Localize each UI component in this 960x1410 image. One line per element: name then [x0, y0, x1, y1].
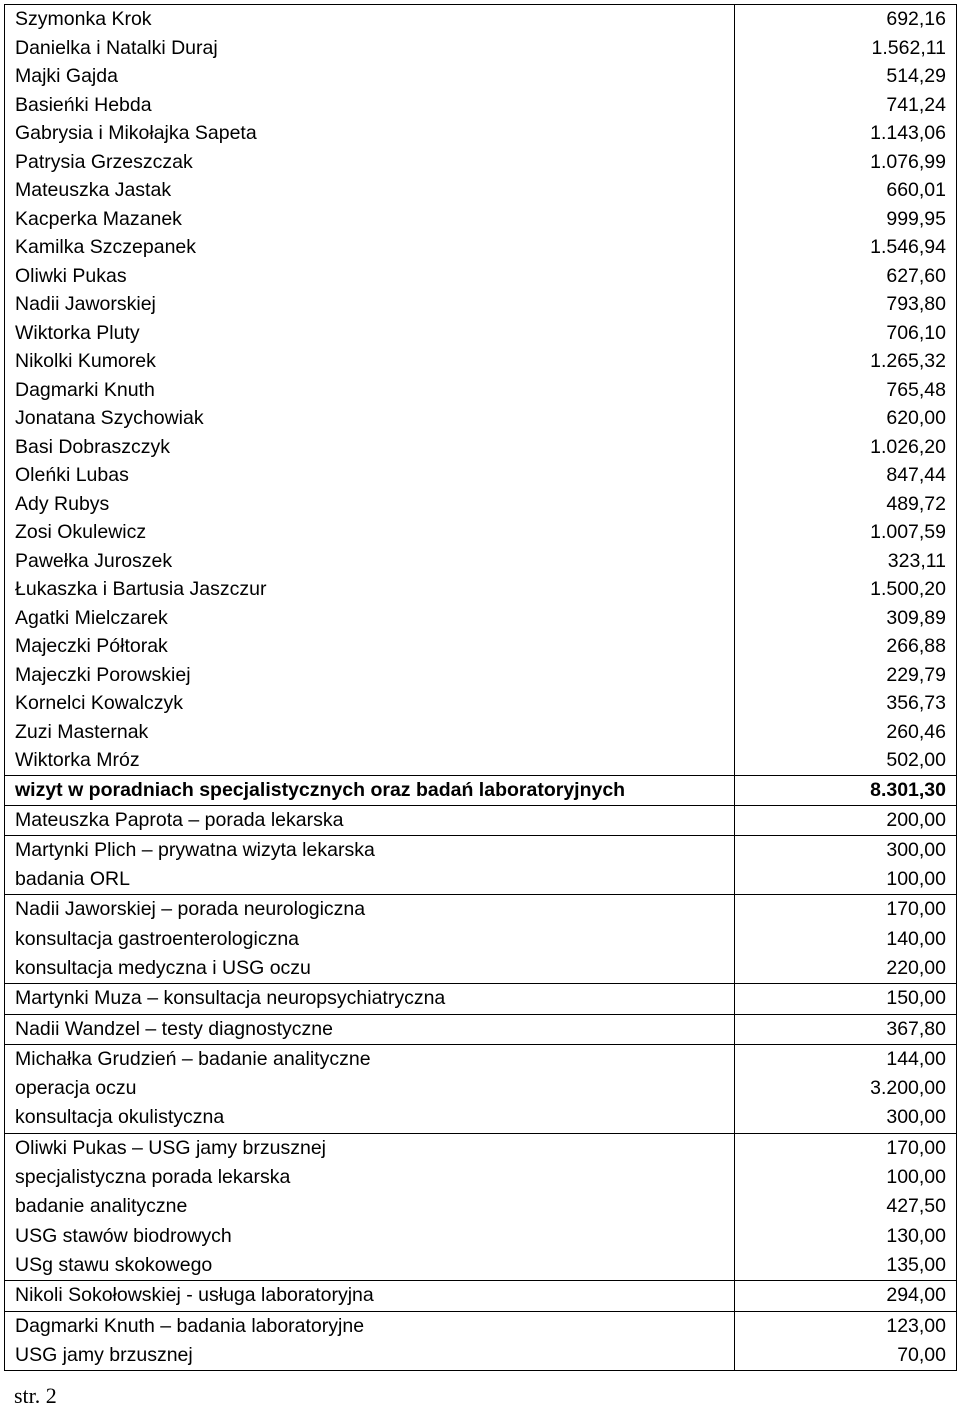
service-row	[5, 895, 957, 925]
medical-services-list	[5, 805, 957, 1371]
beneficiary-row	[5, 176, 957, 205]
row-amount: 1.546,94	[735, 233, 957, 262]
beneficiary-row	[5, 604, 957, 633]
page-number: str. 2	[14, 1383, 57, 1408]
row-label: Patrysia Grzeszczak	[5, 148, 735, 177]
service-row	[5, 1281, 957, 1311]
row-amount: 170,00	[735, 895, 957, 925]
row-label: Jonatana Szychowiak	[5, 404, 735, 433]
service-row	[5, 835, 957, 865]
beneficiary-row	[5, 34, 957, 63]
row-label: Mateuszka Paprota – porada lekarska	[5, 805, 735, 835]
beneficiary-row	[5, 62, 957, 91]
row-amount: 356,73	[735, 689, 957, 718]
beneficiary-row	[5, 148, 957, 177]
row-amount: 294,00	[735, 1281, 957, 1311]
service-row	[5, 1163, 957, 1192]
beneficiary-row	[5, 490, 957, 519]
row-label: Dagmarki Knuth	[5, 376, 735, 405]
section-header-row	[5, 775, 957, 805]
row-label: Kornelci Kowalczyk	[5, 689, 735, 718]
row-amount: 627,60	[735, 262, 957, 291]
service-row	[5, 954, 957, 984]
service-row	[5, 1044, 957, 1074]
row-amount: 847,44	[735, 461, 957, 490]
row-amount: 70,00	[735, 1341, 957, 1371]
section-header	[5, 775, 957, 805]
row-label: badania ORL	[5, 865, 735, 895]
row-label: Kacperka Mazanek	[5, 205, 735, 234]
beneficiary-row	[5, 518, 957, 547]
service-row	[5, 1251, 957, 1281]
service-row	[5, 984, 957, 1014]
row-amount: 123,00	[735, 1311, 957, 1341]
beneficiary-row	[5, 119, 957, 148]
row-amount: 1.026,20	[735, 433, 957, 462]
row-amount: 260,46	[735, 718, 957, 747]
row-amount: 706,10	[735, 319, 957, 348]
row-amount: 170,00	[735, 1133, 957, 1163]
row-label: badanie analityczne	[5, 1192, 735, 1221]
row-label: Ady Rubys	[5, 490, 735, 519]
beneficiary-row	[5, 433, 957, 462]
row-label: Wiktorka Pluty	[5, 319, 735, 348]
row-amount: 793,80	[735, 290, 957, 319]
row-amount: 999,95	[735, 205, 957, 234]
row-amount: 741,24	[735, 91, 957, 120]
row-amount: 427,50	[735, 1192, 957, 1221]
row-amount: 200,00	[735, 805, 957, 835]
beneficiary-row	[5, 746, 957, 775]
row-amount: 1.265,32	[735, 347, 957, 376]
beneficiary-row	[5, 404, 957, 433]
beneficiary-row	[5, 461, 957, 490]
row-label: konsultacja medyczna i USG oczu	[5, 954, 735, 984]
row-amount: 1.500,20	[735, 575, 957, 604]
row-label: USG stawów biodrowych	[5, 1222, 735, 1251]
row-label: Majeczki Półtorak	[5, 632, 735, 661]
row-amount: 1.143,06	[735, 119, 957, 148]
row-label: Zuzi Masternak	[5, 718, 735, 747]
row-amount: 489,72	[735, 490, 957, 519]
row-label: Agatki Mielczarek	[5, 604, 735, 633]
row-label: Wiktorka Mróz	[5, 746, 735, 775]
row-label: Nadii Jaworskiej – porada neurologiczna	[5, 895, 735, 925]
row-label: Martynki Muza – konsultacja neuropsychiatryczna	[5, 984, 735, 1014]
row-label: specjalistyczna porada lekarska	[5, 1163, 735, 1192]
row-amount: 3.200,00	[735, 1074, 957, 1103]
beneficiary-row	[5, 262, 957, 291]
service-row	[5, 865, 957, 895]
row-amount: 1.007,59	[735, 518, 957, 547]
row-amount: 140,00	[735, 925, 957, 954]
row-label: Oliwki Pukas	[5, 262, 735, 291]
row-label: Nikolki Kumorek	[5, 347, 735, 376]
beneficiary-row	[5, 91, 957, 120]
section-title: wizyt w poradniach specjalistycznych oraz badań laboratoryjnych	[5, 775, 735, 805]
row-label: Majki Gajda	[5, 62, 735, 91]
beneficiary-row	[5, 290, 957, 319]
row-amount: 220,00	[735, 954, 957, 984]
row-amount: 150,00	[735, 984, 957, 1014]
beneficiary-row	[5, 205, 957, 234]
row-amount: 309,89	[735, 604, 957, 633]
service-row	[5, 1103, 957, 1133]
section-total: 8.301,30	[735, 775, 957, 805]
row-label: Oleńki Lubas	[5, 461, 735, 490]
row-label: konsultacja gastroenterologiczna	[5, 925, 735, 954]
row-label: Łukaszka i Bartusia Jaszczur	[5, 575, 735, 604]
row-amount: 300,00	[735, 1103, 957, 1133]
row-amount: 229,79	[735, 661, 957, 690]
row-amount: 765,48	[735, 376, 957, 405]
beneficiaries-table	[4, 4, 957, 1371]
row-amount: 100,00	[735, 865, 957, 895]
row-label: Mateuszka Jastak	[5, 176, 735, 205]
row-amount: 660,01	[735, 176, 957, 205]
row-amount: 300,00	[735, 835, 957, 865]
beneficiary-row	[5, 347, 957, 376]
row-label: Majeczki Porowskiej	[5, 661, 735, 690]
row-amount: 514,29	[735, 62, 957, 91]
beneficiary-row	[5, 632, 957, 661]
service-row	[5, 1341, 957, 1371]
row-label: Zosi Okulewicz	[5, 518, 735, 547]
row-label: Basieńki Hebda	[5, 91, 735, 120]
beneficiary-row	[5, 661, 957, 690]
row-amount: 1.562,11	[735, 34, 957, 63]
row-amount: 266,88	[735, 632, 957, 661]
row-amount: 323,11	[735, 547, 957, 576]
row-label: Oliwki Pukas – USG jamy brzusznej	[5, 1133, 735, 1163]
row-label: Nikoli Sokołowskiej - usługa laboratoryjna	[5, 1281, 735, 1311]
row-label: Kamilka Szczepanek	[5, 233, 735, 262]
row-label: USG jamy brzusznej	[5, 1341, 735, 1371]
row-label: konsultacja okulistyczna	[5, 1103, 735, 1133]
service-row	[5, 1192, 957, 1221]
beneficiary-row	[5, 575, 957, 604]
service-row	[5, 1311, 957, 1341]
document-table-container	[4, 4, 956, 1371]
row-amount: 135,00	[735, 1251, 957, 1281]
beneficiary-row	[5, 233, 957, 262]
row-amount: 692,16	[735, 5, 957, 34]
service-row	[5, 805, 957, 835]
service-row	[5, 1014, 957, 1044]
row-label: Nadii Jaworskiej	[5, 290, 735, 319]
row-amount: 130,00	[735, 1222, 957, 1251]
row-label: Pawełka Juroszek	[5, 547, 735, 576]
beneficiary-row	[5, 718, 957, 747]
beneficiary-row	[5, 376, 957, 405]
service-row	[5, 1222, 957, 1251]
service-row	[5, 1133, 957, 1163]
row-label: Gabrysia i Mikołajka Sapeta	[5, 119, 735, 148]
row-label: operacja oczu	[5, 1074, 735, 1103]
row-label: Szymonka Krok	[5, 5, 735, 34]
row-label: Dagmarki Knuth – badania laboratoryjne	[5, 1311, 735, 1341]
row-label: Martynki Plich – prywatna wizyta lekarska	[5, 835, 735, 865]
row-label: Basi Dobraszczyk	[5, 433, 735, 462]
row-amount: 144,00	[735, 1044, 957, 1074]
beneficiary-row	[5, 547, 957, 576]
beneficiaries-list	[5, 5, 957, 776]
row-label: USg stawu skokowego	[5, 1251, 735, 1281]
row-label: Nadii Wandzel – testy diagnostyczne	[5, 1014, 735, 1044]
row-amount: 502,00	[735, 746, 957, 775]
row-amount: 100,00	[735, 1163, 957, 1192]
row-amount: 620,00	[735, 404, 957, 433]
beneficiary-row	[5, 319, 957, 348]
service-row	[5, 1074, 957, 1103]
row-label: Danielka i Natalki Duraj	[5, 34, 735, 63]
row-label: Michałka Grudzień – badanie analityczne	[5, 1044, 735, 1074]
beneficiary-row	[5, 5, 957, 34]
row-amount: 1.076,99	[735, 148, 957, 177]
beneficiary-row	[5, 689, 957, 718]
service-row	[5, 925, 957, 954]
row-amount: 367,80	[735, 1014, 957, 1044]
